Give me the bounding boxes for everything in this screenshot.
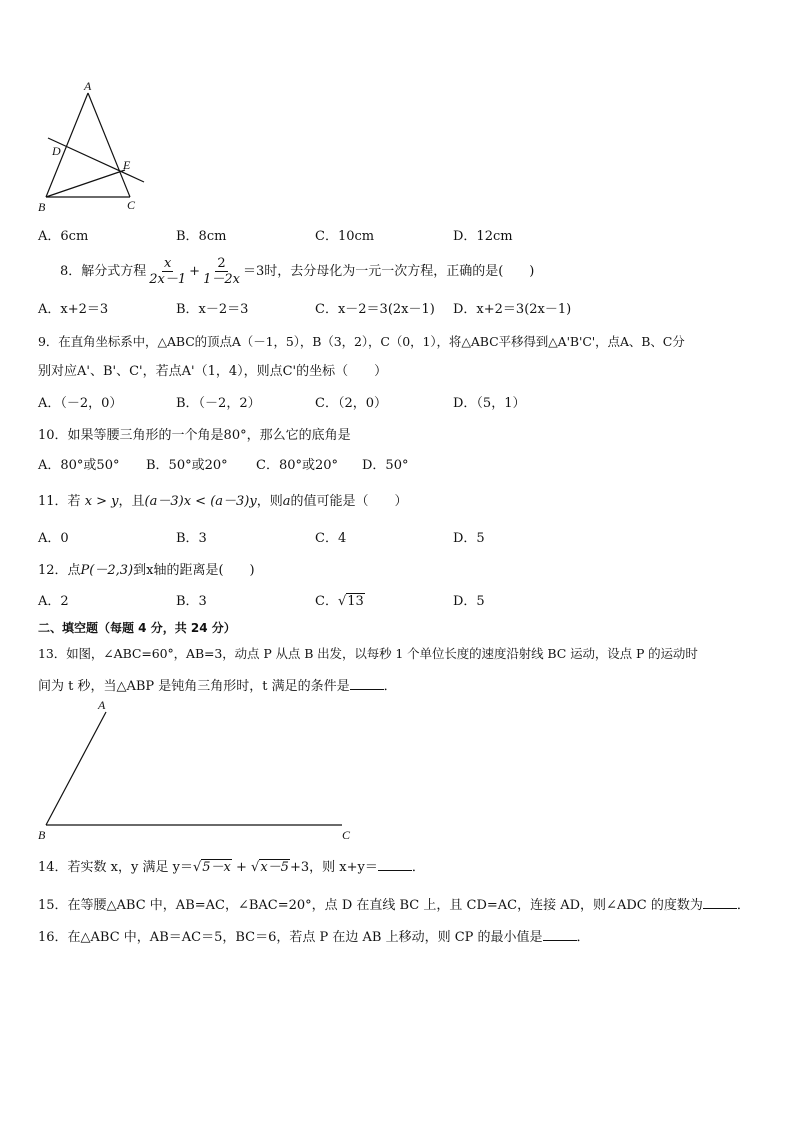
fig2-label-c: C — [342, 828, 351, 842]
q8-option-a: A．x+2＝3 — [38, 302, 109, 317]
q10-option-c: C．80°或20° — [256, 458, 339, 473]
q8-option-d: D．x+2＝3(2x－1) — [453, 302, 572, 317]
q11-math-3: a — [282, 494, 291, 509]
q12-part-2: 到x轴的距离是( ) — [133, 563, 255, 578]
q7-option-c: C．10cm — [315, 229, 375, 244]
question-8-stem — [60, 256, 534, 287]
q12-part-1: 12．点 — [38, 563, 81, 578]
q12-math-1: P(－2,3) — [80, 563, 134, 578]
question-9-line-1: 9．在直角坐标系中，△ABC的顶点A（－1，5），B（3，2），C（0，1），将△ABC平移得到△A'B'C'，点A、B、C分 — [38, 334, 685, 349]
q8-plus: + — [189, 263, 201, 279]
question-10-stem: 10．如果等腰三角形的一个角是80°，那么它的底角是 — [38, 428, 351, 443]
q14-root-2: x－5 — [260, 860, 289, 875]
q9-option-c: C．（2，0） — [315, 396, 387, 411]
q11-math-1: x > y — [84, 494, 119, 509]
q9-option-b: B．（－2，2） — [176, 396, 261, 411]
q8-option-c: C．x－2＝3(2x－1) — [315, 302, 435, 317]
fig2-label-a: A — [98, 698, 106, 712]
label-d: D — [52, 144, 61, 158]
q9-option-d: D．（5，1） — [453, 396, 526, 411]
q8-frac2-denominator: 1－2x — [203, 272, 240, 287]
q11-part-3: ，则 — [256, 494, 283, 509]
q15-text: 15．在等腰△ABC 中，AB=AC，∠BAC=20°，点 D 在直线 BC 上，且 CD=AC，连接 AD，则∠ADC 的度数为 — [38, 898, 703, 913]
q12-option-c: C．√13 — [315, 594, 364, 609]
q15-answer-blank — [703, 896, 737, 909]
q14-part-2: +3，则 x+y＝ — [289, 860, 378, 875]
q13-answer-blank — [350, 677, 384, 690]
q11-option-b: B．3 — [176, 531, 207, 546]
q8-frac2-numerator: 2 — [217, 256, 226, 271]
q14-part-1: 14．若实数 x，y 满足 y＝ — [38, 860, 193, 875]
q11-option-c: C．4 — [315, 531, 347, 546]
label-c: C — [127, 198, 136, 212]
q11-part-1: 11．若 — [38, 494, 85, 509]
q13-end: ． — [383, 679, 397, 694]
q11-part-2: ，且 — [118, 494, 145, 509]
q10-option-b: B．50°或20° — [146, 458, 228, 473]
q14-plus: + — [231, 860, 252, 875]
q8-fraction-2 — [201, 256, 242, 287]
question-14-stem: 14．若实数 x，y 满足 y＝√5－x + √x－5+3，则 x+y＝ ． — [38, 860, 425, 875]
q14-root-1: 5－x — [202, 860, 231, 875]
q8-option-b: B．x－2＝3 — [176, 302, 249, 317]
q16-answer-blank — [543, 928, 577, 941]
q7-option-b: B．8cm — [176, 229, 227, 244]
q8-prefix: 8．解分式方程 — [60, 263, 147, 279]
label-e: E — [123, 158, 131, 172]
triangle-figure-1 — [30, 78, 160, 218]
q8-frac1-numerator: x — [164, 256, 172, 271]
section-2-title: 二、填空题（每题 4 分，共 24 分） — [38, 621, 236, 635]
q9-option-a: A．（－2，0） — [38, 396, 123, 411]
question-15-stem — [38, 896, 750, 914]
fig2-label-b: B — [38, 828, 46, 842]
question-13-line-2 — [38, 677, 397, 695]
q10-option-a: A．80°或50° — [38, 458, 120, 473]
label-b: B — [38, 200, 46, 214]
q12-option-b: B．3 — [176, 594, 207, 609]
q11-math-2: (a－3)x < (a－3)y — [144, 494, 257, 509]
question-13-line-1: 13．如图，∠ABC=60°，AB=3，动点 P 从点 B 出发，以每秒 1 个单位长度的速度沿射线 BC 运动，设点 P 的运动时 — [38, 646, 698, 661]
q11-part-4: 的值可能是（ ） — [290, 494, 408, 509]
q13-line-2-text: 间为 t 秒，当△ABP 是钝角三角形时，t 满足的条件是 — [38, 679, 350, 694]
angle-figure-2 — [30, 696, 360, 846]
q12-option-c-sqrt: 13 — [347, 594, 364, 609]
q11-option-a: A．0 — [38, 531, 69, 546]
q12-option-a: A．2 — [38, 594, 69, 609]
q8-frac1-denominator: 2x－1 — [149, 272, 187, 287]
q7-option-a: A．6cm — [38, 229, 89, 244]
q8-suffix: ＝3时，去分母化为一元一次方程，正确的是( ) — [242, 263, 535, 279]
q14-answer-blank — [378, 858, 412, 871]
question-16-stem — [38, 928, 590, 946]
question-9-line-2: 别对应A'、B'、C'，若点A'（1，4），则点C'的坐标（ ） — [38, 364, 388, 379]
q7-option-d: D．12cm — [453, 229, 513, 244]
label-a: A — [84, 79, 92, 93]
q11-option-d: D．5 — [453, 531, 485, 546]
q16-text: 16．在△ABC 中，AB＝AC＝5，BC＝6，若点 P 在边 AB 上移动，则 CP 的最小值是 — [38, 930, 543, 945]
q10-option-d: D．50° — [362, 458, 409, 473]
q16-end: ． — [576, 930, 590, 945]
q12-option-c-label: C． — [315, 594, 338, 609]
q14-end: ． — [411, 860, 425, 875]
q15-end: ． — [736, 898, 750, 913]
q8-fraction-1 — [147, 256, 188, 287]
q12-option-d: D．5 — [453, 594, 485, 609]
question-12-stem — [38, 563, 255, 579]
question-11-stem — [38, 494, 408, 510]
